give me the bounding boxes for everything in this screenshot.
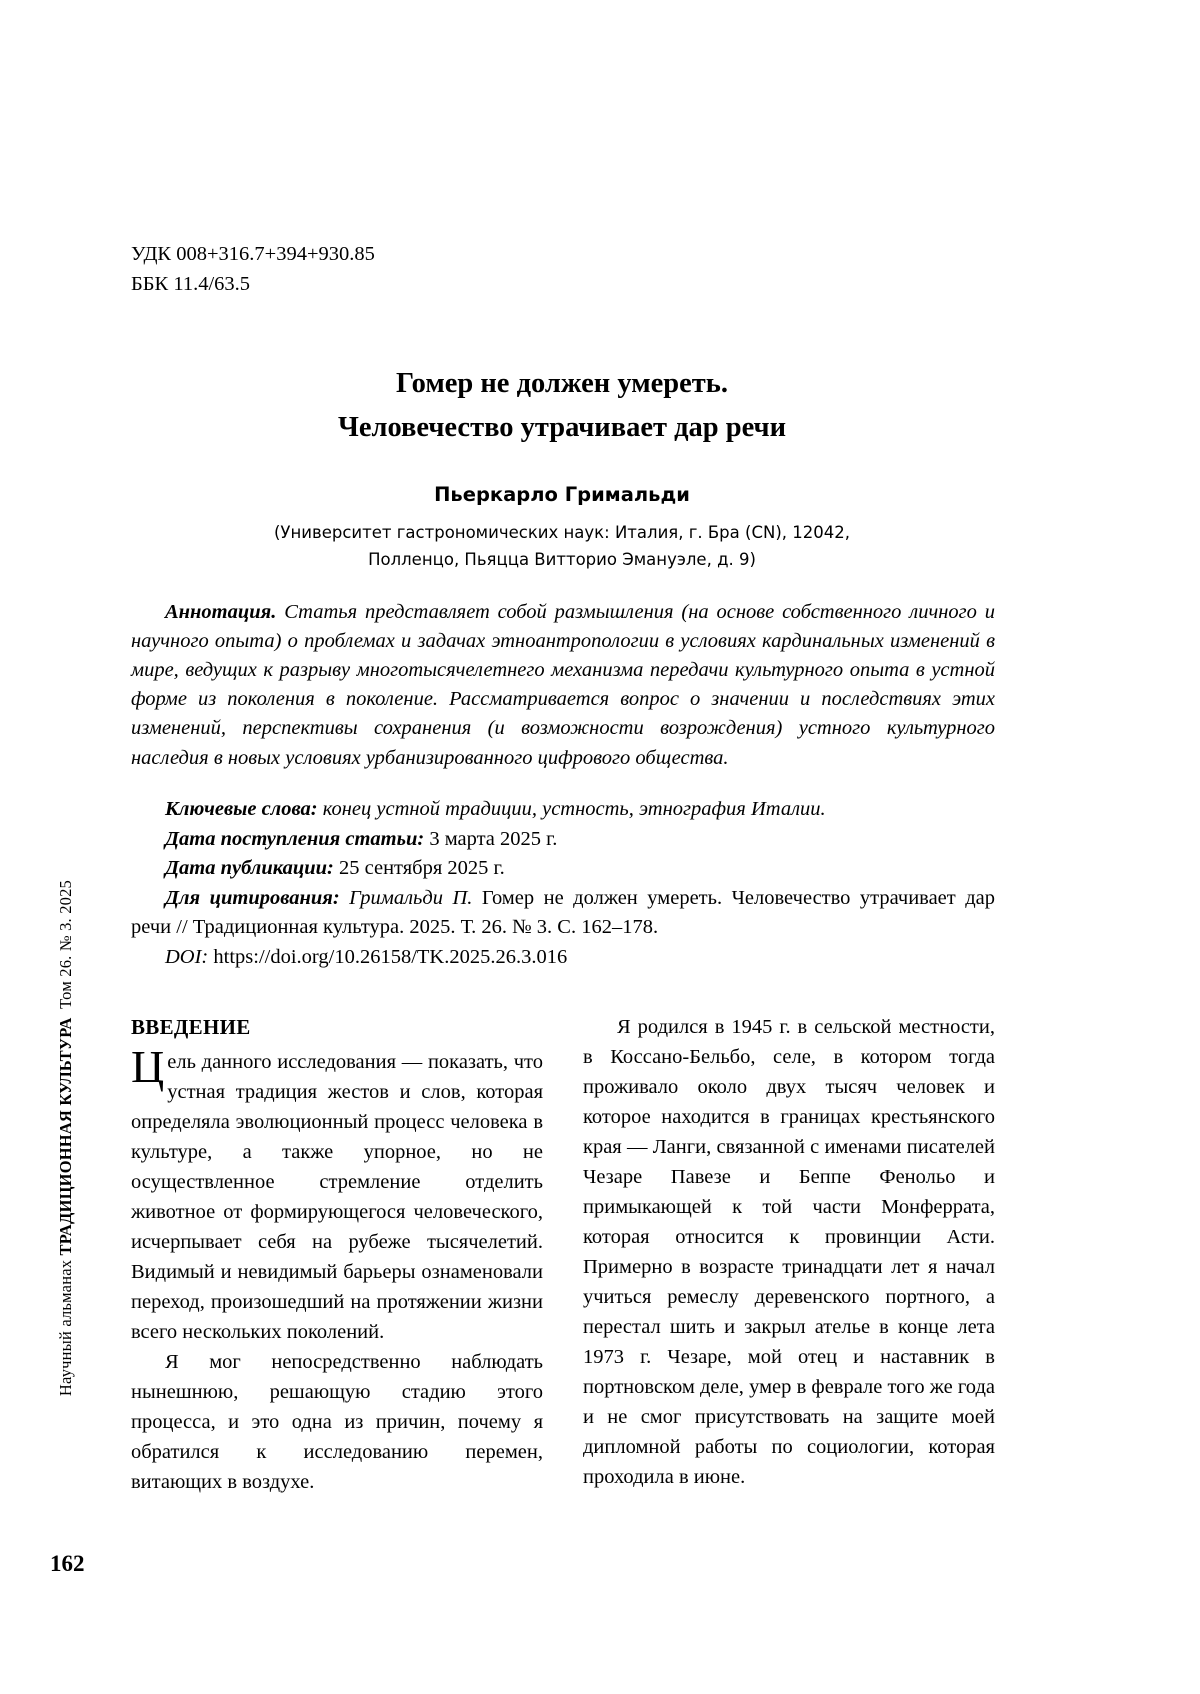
udk-code: УДК 008+316.7+394+930.85 — [131, 243, 375, 265]
citation-value: Гомер не должен умереть. Человечество утрачивает дар речи // Традиционная культура. 2025. Т. 26. № 3. С. 162–178. — [131, 886, 996, 939]
bbk-code: ББК 11.4/63.5 — [131, 272, 251, 295]
doi-label: DOI: — [165, 945, 209, 968]
running-head-volume: Том 26. № 3. 2025 — [56, 880, 75, 1009]
classification-codes — [131, 240, 375, 299]
published-date-row — [131, 854, 995, 884]
received-date-label: Дата поступления статьи: — [165, 827, 425, 850]
body-column-right — [583, 1012, 995, 1493]
vertical-running-head — [58, 880, 98, 1580]
affiliation-line-2: Полленцо, Пьяцца Витторио Эмануэле, д. 9) — [368, 549, 756, 569]
left-paragraph-2: Я мог непосредственно наблюдать нынешнюю, решающую стадию этого процесса, и это одна из причин, почему я обратился к исследованию перемен, витающих в воздухе. — [131, 1351, 543, 1494]
doi-value[interactable]: https://doi.org/10.26158/TK.2025.26.3.016 — [208, 945, 568, 968]
citation-row — [131, 884, 995, 943]
keywords-label: Ключевые слова: — [165, 798, 318, 820]
received-date-row — [131, 825, 995, 855]
article-metadata — [131, 795, 995, 972]
citation-label: Для цитирования: — [165, 886, 340, 909]
published-date-label: Дата публикации: — [165, 857, 334, 880]
affiliation-line-1: (Университет гастрономических наук: Италия, г. Бра (CN), 12042, — [274, 523, 850, 542]
published-date-value: 25 сентября 2025 г. — [333, 857, 505, 880]
left-paragraph-1 — [131, 1040, 543, 1347]
abstract-block — [131, 598, 995, 773]
author-name: Пьеркарло Гримальди — [434, 483, 690, 506]
citation-author: Гримальди П. — [339, 886, 473, 909]
section-heading-introduction: ВВЕДЕНИЕ — [131, 1015, 251, 1039]
keywords-value: конец устной традиции, устность, этнография Италии. — [317, 798, 826, 820]
body-column-left — [131, 1012, 543, 1497]
running-head-text — [58, 880, 75, 1396]
running-head-journal-title: ТРАДИЦИОННАЯ КУЛЬТУРА — [56, 1017, 75, 1256]
body-columns — [131, 1012, 995, 1552]
keywords-row — [131, 795, 995, 825]
title-line-1: Гомер не должен умереть. — [396, 368, 728, 399]
running-head-journal-prefix: Научный альманах — [56, 1259, 75, 1397]
abstract-label: Аннотация. — [165, 601, 277, 623]
author-affiliation — [131, 520, 993, 573]
drop-cap: Ц — [131, 1040, 165, 1092]
doi-row — [131, 943, 995, 973]
page-number: 162 — [50, 1551, 85, 1576]
page-title — [131, 362, 993, 450]
abstract-text: Статья представляет собой размышления (на основе собственного личного и научного опыта) о проблемах и задачах этноантропологии в условиях кардинальных изменений в мире, ведущих к разрыву многотысячелетнего механизма передачи культурного опыта в устной форме из поколения в поколение. Рассматривается вопрос о значении и последствиях этих изменений, перспективы сохранения (и возможности возрождения) устного культурного наследия в новых условиях урбанизированного цифрового общества. — [131, 601, 995, 769]
right-paragraph-1: Я родился в 1945 г. в сельской местности, в Коссано-Бельбо, селе, в котором тогда проживало около двух тысяч человек и которое находится в границах крестьянского края — Ланги, связанной с именами писателей Чезаре Павезе и Беппе Фенольо и примыкающей к той части Монферрата, которая относится к провинции Асти. Примерно в возрасте тринадцати лет я начал учиться ремеслу деревенского портного, а перестал шить и закрыл ателье в конце лета 1973 г. Чезаре, мой отец и наставник в портновском деле, умер в феврале того же года и не смог присутствовать на защите моей дипломной работы по социологии, которая проходила в июне. — [583, 1016, 995, 1489]
left-paragraph-1-text: ель данного исследования — показать, что устная традиция жестов и слов, которая определяла эволюционный процесс человека в культуре, а также упорное, но не осуществленное стремление отделить животное от формирующегося человеческого, исчерпывает себя на рубеже тысячелетий. Видимый и невидимый барьеры ознаменовали переход, произошедший на протяжении жизни всего нескольких поколений. — [131, 1050, 543, 1344]
title-line-2: Человечество утрачивает дар речи — [337, 412, 787, 444]
received-date-value: 3 марта 2025 г. — [424, 827, 558, 850]
